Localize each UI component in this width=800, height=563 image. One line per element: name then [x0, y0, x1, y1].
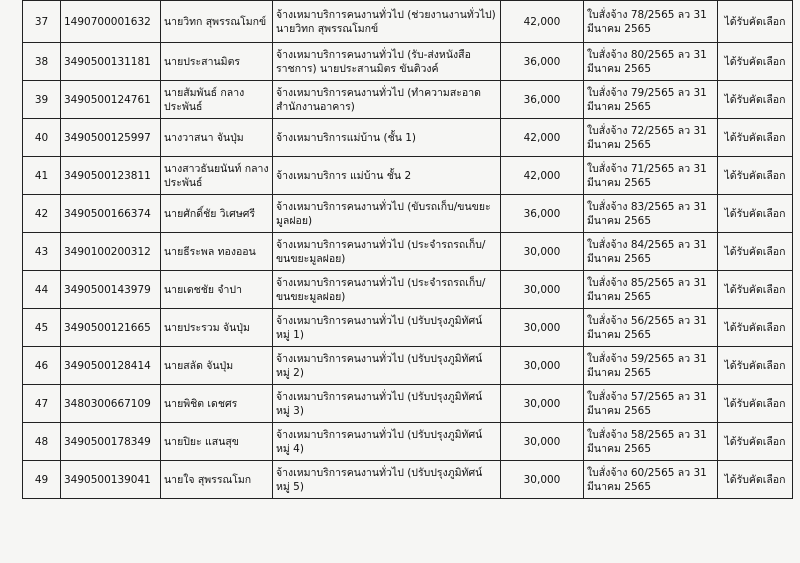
table-row	[23, 195, 793, 233]
selection-results-table	[22, 0, 793, 499]
selection-result: ได้รับคัดเลือก	[718, 1, 793, 43]
job-position: จ้างเหมาบริการคนงานทั่วไป (ปรับปรุงภูมิทัศน์ หมู่ 4)	[273, 423, 501, 461]
person-name: นายศักดิ์ชัย วิเศษศรี	[161, 195, 273, 233]
job-position: จ้างเหมาบริการคนงานทั่วไป (ขับรถเก็บ/ขนขยะมูลฝอย)	[273, 195, 501, 233]
order-reference: ใบสั่งจ้าง 80/2565 ลว 31 มีนาคม 2565	[584, 43, 718, 81]
order-reference: ใบสั่งจ้าง 78/2565 ลว 31 มีนาคม 2565	[584, 1, 718, 43]
person-name: นายธีระพล ทองออน	[161, 233, 273, 271]
row-number: 37	[23, 1, 61, 43]
row-number: 39	[23, 81, 61, 119]
job-position: จ้างเหมาบริการคนงานทั่วไป (ปรับปรุงภูมิทัศน์ หมู่ 5)	[273, 461, 501, 499]
person-name: นางสาวธันยนันท์ กลางประพันธ์	[161, 157, 273, 195]
id-number: 3490500178349	[61, 423, 161, 461]
id-number: 3490500123811	[61, 157, 161, 195]
person-name: นายประรวม จันปุ่ม	[161, 309, 273, 347]
id-number: 3490500139041	[61, 461, 161, 499]
id-number: 1490700001632	[61, 1, 161, 43]
table-row	[23, 1, 793, 43]
selection-result: ได้รับคัดเลือก	[718, 233, 793, 271]
person-name: นางวาสนา จันปุ่ม	[161, 119, 273, 157]
row-number: 49	[23, 461, 61, 499]
job-position: จ้างเหมาบริการคนงานทั่วไป (ปรับปรุงภูมิทัศน์ หมู่ 3)	[273, 385, 501, 423]
row-number: 38	[23, 43, 61, 81]
order-reference: ใบสั่งจ้าง 58/2565 ลว 31 มีนาคม 2565	[584, 423, 718, 461]
table-row	[23, 157, 793, 195]
person-name: นายเดชชัย จำปา	[161, 271, 273, 309]
job-position: จ้างเหมาบริการคนงานทั่วไป (ทำความสะอาดสำนักงานอาคาร)	[273, 81, 501, 119]
table-row	[23, 119, 793, 157]
row-number: 41	[23, 157, 61, 195]
order-reference: ใบสั่งจ้าง 79/2565 ลว 31 มีนาคม 2565	[584, 81, 718, 119]
salary-amount: 30,000	[501, 271, 584, 309]
salary-amount: 30,000	[501, 461, 584, 499]
row-number: 40	[23, 119, 61, 157]
order-reference: ใบสั่งจ้าง 57/2565 ลว 31 มีนาคม 2565	[584, 385, 718, 423]
table-row	[23, 423, 793, 461]
order-reference: ใบสั่งจ้าง 84/2565 ลว 31 มีนาคม 2565	[584, 233, 718, 271]
job-position: จ้างเหมาบริการคนงานทั่วไป (ประจำรถรถเก็บ/ขนขยะมูลฝอย)	[273, 271, 501, 309]
table-row	[23, 81, 793, 119]
order-reference: ใบสั่งจ้าง 60/2565 ลว 31 มีนาคม 2565	[584, 461, 718, 499]
salary-amount: 36,000	[501, 81, 584, 119]
id-number: 3490500124761	[61, 81, 161, 119]
job-position: จ้างเหมาบริการคนงานทั่วไป (ประจำรถรถเก็บ/ขนขยะมูลฝอย)	[273, 233, 501, 271]
selection-result: ได้รับคัดเลือก	[718, 157, 793, 195]
selection-result: ได้รับคัดเลือก	[718, 309, 793, 347]
job-position: จ้างเหมาบริการคนงานทั่วไป (รับ-ส่งหนังสือราชการ) นายประสานมิตร ขันติวงค์	[273, 43, 501, 81]
table-body	[23, 1, 793, 499]
table-row	[23, 233, 793, 271]
selection-result: ได้รับคัดเลือก	[718, 195, 793, 233]
salary-amount: 42,000	[501, 1, 584, 43]
id-number: 3490500166374	[61, 195, 161, 233]
order-reference: ใบสั่งจ้าง 56/2565 ลว 31 มีนาคม 2565	[584, 309, 718, 347]
row-number: 48	[23, 423, 61, 461]
selection-result: ได้รับคัดเลือก	[718, 461, 793, 499]
selection-result: ได้รับคัดเลือก	[718, 423, 793, 461]
id-number: 3490500125997	[61, 119, 161, 157]
row-number: 47	[23, 385, 61, 423]
salary-amount: 30,000	[501, 347, 584, 385]
person-name: นายพิชิต เดชศร	[161, 385, 273, 423]
order-reference: ใบสั่งจ้าง 85/2565 ลว 31 มีนาคม 2565	[584, 271, 718, 309]
order-reference: ใบสั่งจ้าง 72/2565 ลว 31 มีนาคม 2565	[584, 119, 718, 157]
job-position: จ้างเหมาบริการแม่บ้าน (ชั้น 1)	[273, 119, 501, 157]
id-number: 3490500131181	[61, 43, 161, 81]
job-position: จ้างเหมาบริการคนงานทั่วไป (ปรับปรุงภูมิทัศน์ หมู่ 1)	[273, 309, 501, 347]
row-number: 42	[23, 195, 61, 233]
selection-result: ได้รับคัดเลือก	[718, 43, 793, 81]
job-position: จ้างเหมาบริการ แม่บ้าน ชั้น 2	[273, 157, 501, 195]
order-reference: ใบสั่งจ้าง 71/2565 ลว 31 มีนาคม 2565	[584, 157, 718, 195]
table-row	[23, 385, 793, 423]
row-number: 43	[23, 233, 61, 271]
selection-result: ได้รับคัดเลือก	[718, 271, 793, 309]
selection-result: ได้รับคัดเลือก	[718, 347, 793, 385]
table-row	[23, 461, 793, 499]
row-number: 45	[23, 309, 61, 347]
id-number: 3490500128414	[61, 347, 161, 385]
person-name: นายสลัด จันปุ่ม	[161, 347, 273, 385]
person-name: นายใจ สุพรรณโมก	[161, 461, 273, 499]
person-name: นายปิยะ แสนสุข	[161, 423, 273, 461]
id-number: 3490500143979	[61, 271, 161, 309]
salary-amount: 36,000	[501, 195, 584, 233]
person-name: นายวิทก สุพรรณโมกข์	[161, 1, 273, 43]
table-row	[23, 347, 793, 385]
salary-amount: 42,000	[501, 157, 584, 195]
salary-amount: 36,000	[501, 43, 584, 81]
salary-amount: 30,000	[501, 233, 584, 271]
salary-amount: 42,000	[501, 119, 584, 157]
salary-amount: 30,000	[501, 309, 584, 347]
job-position: จ้างเหมาบริการคนงานทั่วไป (ปรับปรุงภูมิทัศน์ หมู่ 2)	[273, 347, 501, 385]
selection-result: ได้รับคัดเลือก	[718, 119, 793, 157]
salary-amount: 30,000	[501, 385, 584, 423]
table-row	[23, 271, 793, 309]
id-number: 3480300667109	[61, 385, 161, 423]
selection-result: ได้รับคัดเลือก	[718, 81, 793, 119]
row-number: 46	[23, 347, 61, 385]
order-reference: ใบสั่งจ้าง 83/2565 ลว 31 มีนาคม 2565	[584, 195, 718, 233]
id-number: 3490100200312	[61, 233, 161, 271]
person-name: นายสัมพันธ์ กลางประพันธ์	[161, 81, 273, 119]
table-row	[23, 43, 793, 81]
person-name: นายประสานมิตร	[161, 43, 273, 81]
job-position: จ้างเหมาบริการคนงานทั่วไป (ช่วยงานงานทั่วไป) นายวิทก สุพรรณโมกข์	[273, 1, 501, 43]
id-number: 3490500121665	[61, 309, 161, 347]
order-reference: ใบสั่งจ้าง 59/2565 ลว 31 มีนาคม 2565	[584, 347, 718, 385]
table-row	[23, 309, 793, 347]
selection-result: ได้รับคัดเลือก	[718, 385, 793, 423]
salary-amount: 30,000	[501, 423, 584, 461]
row-number: 44	[23, 271, 61, 309]
